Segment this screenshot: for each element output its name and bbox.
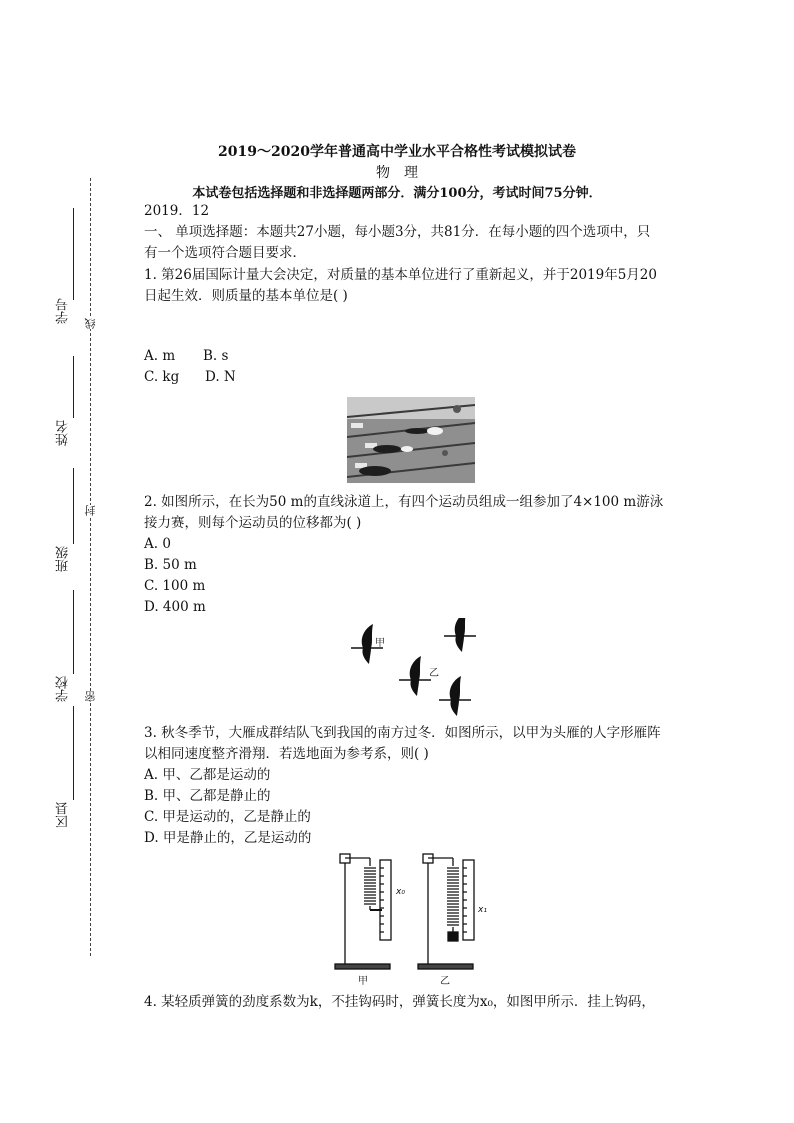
spring-stand-yi: [418, 854, 474, 969]
seal-mark-xian: 线: [84, 318, 97, 329]
goose-label-yi: 乙: [429, 668, 439, 679]
caption-jia: 甲: [358, 976, 368, 987]
geese-formation-figure: [345, 618, 480, 718]
q1-option-d[interactable]: D. N: [205, 369, 236, 385]
section-heading-line1: 一、 单项选择题：本题共27小题，每小题3分，共81分．在每小题的四个选项中，只: [144, 224, 651, 240]
seal-mark-feng: 封: [84, 505, 97, 516]
q2-stem-line1: 2. 如图所示，在长为50 m的直线泳道上，有四个运动员组成一组参加了4×100 m游泳: [144, 494, 664, 510]
goose-top-right: [444, 618, 476, 652]
q3-option-a[interactable]: A. 甲、乙都是运动的: [144, 767, 271, 783]
student-id-label: 学号: [56, 298, 71, 324]
section-heading-line2: 有一个选项符合题目要求．: [144, 245, 306, 261]
goose-label-jia: 甲: [375, 638, 385, 649]
q1-option-b[interactable]: B. s: [203, 348, 229, 364]
q3-option-b[interactable]: B. 甲、乙都是静止的: [144, 788, 271, 804]
student-name-line[interactable]: [73, 356, 74, 418]
student-name-label: 姓名: [56, 420, 71, 446]
school-line[interactable]: [73, 590, 74, 674]
q3-stem-line2: 以相同速度整齐滑翔．若选地面为参考系，则( ): [144, 746, 429, 762]
label-x1: x₁: [478, 905, 487, 915]
spring-apparatus-figure: [330, 850, 495, 988]
binding-dashed-line: [90, 178, 91, 956]
goose-yi: [399, 656, 431, 696]
exam-note: 本试卷包括选择题和非选择题两部分．满分100分，考试时间75分钟．: [192, 186, 602, 201]
seal-mark-mi: 密: [84, 691, 97, 702]
q3-stem-line1: 3. 秋冬季节，大雁成群结队飞到我国的南方过冬．如图所示，以甲为头雁的人字形雁阵: [144, 725, 661, 741]
spring-stand-jia: [335, 854, 391, 969]
goose-bottom-right: [439, 676, 471, 716]
swimming-pool-photo: [347, 397, 475, 483]
caption-yi: 乙: [440, 976, 450, 987]
q3-option-c[interactable]: C. 甲是运动的，乙是静止的: [144, 809, 311, 825]
district-line[interactable]: [73, 706, 74, 800]
q2-option-a[interactable]: A. 0: [144, 536, 171, 552]
student-id-line[interactable]: [73, 208, 74, 300]
exam-title: 2019～2020学年普通高中学业水平合格性考试模拟试卷: [218, 144, 576, 160]
q2-option-b[interactable]: B. 50 m: [144, 557, 197, 573]
q4-stem-line1: 4. 某轻质弹簧的劲度系数为k，不挂钩码时，弹簧长度为x₀，如图甲所示．挂上钩码，: [144, 994, 655, 1010]
exam-date: 2019．12: [144, 203, 210, 219]
q2-option-c[interactable]: C. 100 m: [144, 578, 206, 594]
label-x0: x₀: [396, 887, 405, 897]
district-label: 区县: [56, 802, 71, 828]
exam-subject: 物理: [376, 165, 432, 181]
q1-option-a[interactable]: A. m: [144, 348, 176, 364]
q1-stem-line1: 1. 第26届国际计量大会决定，对质量的基本单位进行了重新起义，并于2019年5月20: [144, 267, 657, 283]
q1-stem-line2: 日起生效．则质量的基本单位是( ): [144, 288, 348, 304]
q2-stem-line2: 接力赛，则每个运动员的位移都为( ): [144, 515, 362, 531]
q2-option-d[interactable]: D. 400 m: [144, 599, 206, 615]
school-label: 学校: [56, 676, 71, 702]
q3-option-d[interactable]: D. 甲是静止的，乙是运动的: [144, 830, 312, 846]
q1-option-c[interactable]: C. kg: [144, 369, 180, 385]
class-line[interactable]: [73, 468, 74, 544]
class-label: 班级: [56, 546, 71, 572]
